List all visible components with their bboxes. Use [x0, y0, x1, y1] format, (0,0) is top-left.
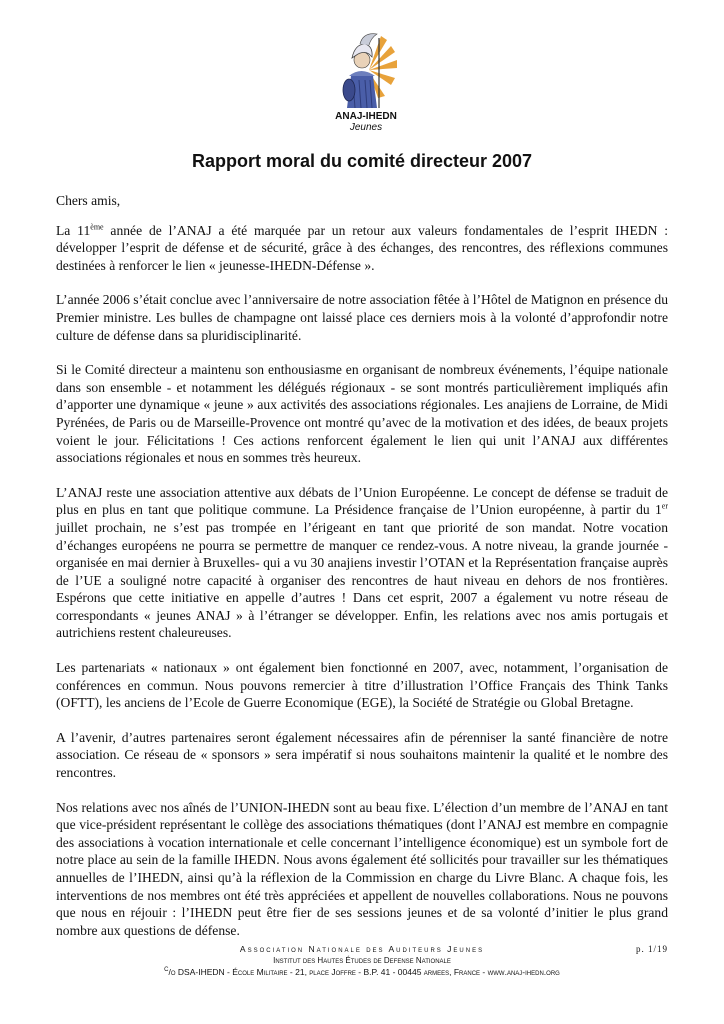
footer-address: [56, 966, 668, 978]
paragraph-4: [56, 484, 668, 642]
paragraph-1: [56, 222, 668, 275]
paragraph-7: Nos relations avec nos aînés de l’UNION-IHEDN sont au beau fixe. L’élection d’un membre de l’ANAJ en tant que vice-président représentant le collège des associations thématiques (dont l’ANAJ est membre en compagnie des associations à vocation internationale et celle concernant l’intelligence économique) est un symbole fort de notre place au sein de la famille IHEDN. Nous avons également été sollicités pour travailler sur les thématiques annuelles de l’IHEDN, ainsi qu’à la réflexion de la Commission en charge du Livre Blanc. A chaque fois, les interventions de nos membres ont été très appréciées et appellent de nouvelles collaborations. Nous ne pouvons que nous en réjouir : l’IHEDN peut être fier de ses sessions jeunes et de sa volonté d’initier le plus grand nombre aux questions de défense.: [56, 799, 668, 938]
salutation: Chers amis,: [56, 193, 121, 208]
ordinal-suffix: er: [661, 501, 668, 511]
paragraph-4-rest: juillet prochain, ne s’est pas trompée en l’érigeant en tant que priorité de son mandat. Notre vocation d’échanges européens ne pourra se permettre de manquer ce rendez-vous. A notre niveau, la grande journée -organisée en mai dernier à Bruxelles- qui a vu 30 anajiens investir l’OTAN et la Représentation française auprès de l’UE a souligné notre capacité à organiser des rencontres de haut niveau en dehors de nos frontières. Espérons que cette initiative en appelle d’autres ! Dans cet esprit, 2007 a également vu notre réseau de correspondants « jeunes ANAJ » à l’étranger se développer. Enfin, les relations avec nos amis portugais et autrichiens restent chaleureuses.: [56, 519, 668, 641]
logo: [331, 30, 401, 133]
athena-helmet-icon: [333, 30, 399, 110]
footer-address-text: /o DSA-IHEDN - École Militaire - 21, place Joffre - B.P. 41 - 00445 armees, France - www.anaj-ihedn.org: [168, 967, 560, 977]
paragraph-2: L’année 2006 s’était conclue avec l’anniversaire de notre association fêtée à l’Hôtel de Matignon en présence du Premier ministre. Les bulles de champagne ont laissé place ces derniers mois à la volonté d’approfondir notre culture de défense dans sa pluridisciplinarité.: [56, 292, 668, 343]
paragraph-3: Si le Comité directeur a maintenu son enthousiasme en organisant de nombreux événements, l’équipe nationale dans son ensemble - et notamment les délégués régionaux - se sont montrés particulièrement impliqués afin d’apporter une dynamique « jeune » aux activités des associations régionales. Les anajiens de Lorraine, de Midi Pyrénées, de Paris ou de Marseille-Provence ont montré qu’avec de la motivation et des idées, de beaux projets voient le jour. Félicitations ! Ces actions renforcent également le lien qui unit l’ANAJ aux différentes associations régionales et nous en sommes très heureux.: [56, 362, 668, 466]
logo-subtitle: Jeunes: [349, 122, 383, 133]
footer-address-sup: c: [164, 964, 169, 974]
paragraph-1-start: La 11: [56, 222, 91, 238]
page-footer: [56, 944, 668, 978]
paragraph-1-rest: année de l’ANAJ a été marquée par un retour aux valeurs fondamentales de l’esprit IHEDN : développer l’esprit de défense et de sécurité, grâce à des échanges, des rencontres, des réflexions communes destinées à renforcer le lien « jeunesse-IHEDN-Défense ».: [56, 222, 668, 273]
page-number: p. 1/19: [635, 944, 668, 954]
footer-institute-name: Institut des Hautes Études de Defense Nationale: [273, 956, 451, 965]
page-title: Rapport moral du comité directeur 2007: [191, 151, 533, 171]
paragraph-4-start: L’ANAJ reste une association attentive aux débats de l’Union Européenne. Le concept de défense se traduit de plus en plus en tant que politique commune. La Présidence française de l’Union européenne, à partir du 1: [56, 484, 668, 518]
report-body: [56, 192, 668, 956]
paragraph-6: A l’avenir, d’autres partenaires seront également nécessaires afin de pérenniser la santé financière de notre association. Ce réseau de « sponsors » sera impératif si nous souhaitons maintenir la qualité et le nombre des rencontres.: [56, 729, 668, 781]
ordinal-suffix: ème: [90, 222, 104, 232]
paragraph-5: Les partenariats « nationaux » ont également bien fonctionné en 2007, avec, notamment, l’organisation de conférences en commun. Nous pouvons remercier à titre d’illustration l’Office Français des Think Tanks (OFTT), les anciens de l’Ecole de Guerre Economique (EGE), la Société de Stratégie ou Global Bretagne.: [56, 660, 668, 711]
footer-association-name: Association Nationale des Auditeurs Jeunes: [239, 944, 485, 954]
logo-org-name: ANAJ-IHEDN: [335, 111, 397, 122]
